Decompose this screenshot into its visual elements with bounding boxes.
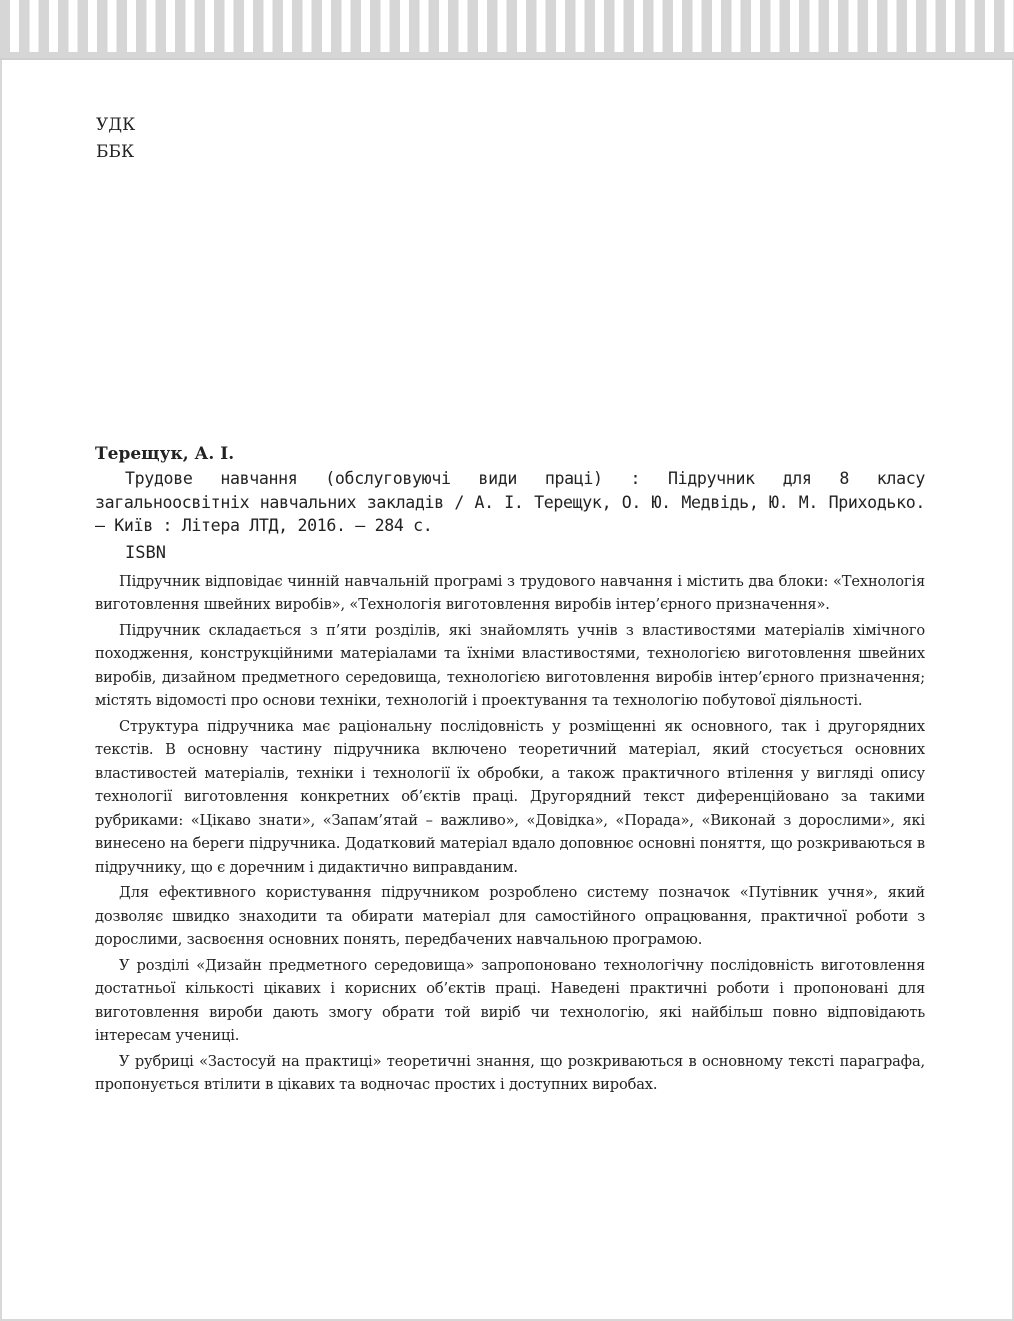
perforation-hole bbox=[946, 0, 955, 52]
perforation-hole bbox=[322, 0, 331, 52]
perforation-hole bbox=[478, 0, 487, 52]
perforation-hole bbox=[459, 0, 468, 52]
perforation-hole bbox=[1005, 0, 1014, 52]
perforation-hole bbox=[264, 0, 273, 52]
perforation-hole bbox=[147, 0, 156, 52]
annotation-paragraph: Для ефективного користування підручником розроблено систему позначок «Путівник учня», який дозволяє швидко знаходити та обирати матеріал для самостійного опрацювання, практичної роботи з дорослими, засвоєння основних понять, передбачених навчальною програмою. bbox=[95, 884, 925, 948]
perforation-hole bbox=[517, 0, 526, 52]
annotation-paragraph: У розділі «Дизайн предметного середовища» запропоновано технологічну послідовність виготовлення достатньої кількості цікавих і корисних об’єктів праці. Наведені практичні роботи і пропоновані для виготовлення вироби дають змогу обрати той виріб чи технологію, які найбільш повно відповідають інтересам учениці. bbox=[95, 956, 925, 1044]
perforation-hole bbox=[576, 0, 585, 52]
perforation-hole bbox=[673, 0, 682, 52]
annotation-paragraph: Структура підручника має раціональну послідовність у розміщенні як основного, так і другорядних текстів. В основну частину підручника включено теоретичний матеріал, який стосується основних властивостей матеріалів, техніки і технології їх обробки, а також практичного втілення у вигляді опису технології виготовлення конкретних об’єктів праці. Другорядний текст диференційовано за такими рубриками: «Цікаво знати», «Запам’ятай – важливо», «Довідка», «Порада», «Виконай з дорослими», які винесено на береги підручника. Додатковий матеріал вдало доповнює основні поняття, що розкриваються в підручнику, що є доречним і дидактично виправданим. bbox=[95, 717, 925, 876]
perforation-hole bbox=[732, 0, 741, 52]
perforation-hole bbox=[498, 0, 507, 52]
perforation-hole bbox=[381, 0, 390, 52]
annotation-paragraph: У рубриці «Застосуй на практиці» теоретичні знання, що розкриваються в основному тексті параграфа, пропонується втілити в цікавих та водночас простих і доступних виробах. bbox=[95, 1052, 925, 1093]
perforation-hole bbox=[966, 0, 975, 52]
annotation-paragraph: Підручник відповідає чинній навчальній програмі з трудового навчання і містить два блоки: «Технологія виготовлення швейних виробів», «Технологія виготовлення виробів інтер’єрного призначення». bbox=[95, 572, 925, 613]
perforation-hole bbox=[927, 0, 936, 52]
perforation-hole bbox=[810, 0, 819, 52]
perforation-hole bbox=[693, 0, 702, 52]
perforation-hole bbox=[108, 0, 117, 52]
perforation-hole bbox=[244, 0, 253, 52]
perforation-hole bbox=[342, 0, 351, 52]
udk-label: УДК bbox=[96, 115, 136, 135]
perforation-hole bbox=[829, 0, 838, 52]
perforation-hole bbox=[907, 0, 916, 52]
bbk-label: ББК bbox=[96, 142, 135, 162]
perforation-hole bbox=[88, 0, 97, 52]
perforation-hole bbox=[127, 0, 136, 52]
perforation-hole bbox=[400, 0, 409, 52]
perforation-hole bbox=[751, 0, 760, 52]
perforation-hole bbox=[166, 0, 175, 52]
perforation-hole bbox=[849, 0, 858, 52]
bibliographic-record bbox=[95, 441, 925, 1099]
perforation-hole bbox=[303, 0, 312, 52]
perforation-hole bbox=[712, 0, 721, 52]
citation-text: Трудове навчання (обслуговуючі види праці) : Підручник для 8 класу загальноосвітніх навчальних закладів / А. І. Терещук, О. Ю. Медвідь, Ю. М. Приходько. – Київ : Літера ЛТД, 2016. – 284 с. bbox=[95, 469, 925, 535]
perforation-hole bbox=[420, 0, 429, 52]
perforation-hole bbox=[186, 0, 195, 52]
perforation-hole bbox=[790, 0, 799, 52]
perforation-hole bbox=[634, 0, 643, 52]
perforation-hole bbox=[49, 0, 58, 52]
perforation-hole bbox=[30, 0, 39, 52]
perforated-top-edge bbox=[0, 0, 1014, 68]
perforation-hole bbox=[10, 0, 19, 52]
annotation-paragraph: Підручник складається з п’яти розділів, які знайомлять учнів з властивостями матеріалів хімічного походження, конструкційними матеріалами та їхніми властивостями, технологією виготовлення швейних виробів, дизайном предметного середовища, технологією виготовлення виробів інтер’єрного призначення; містять відомості про основи техніки, технологій і проектування та технологію побутової діяльності. bbox=[95, 621, 925, 709]
perforation-hole bbox=[868, 0, 877, 52]
perforation-hole bbox=[654, 0, 663, 52]
perforation-hole bbox=[595, 0, 604, 52]
isbn-label: ISBN bbox=[125, 542, 166, 563]
perforation-hole bbox=[771, 0, 780, 52]
perforation-pattern bbox=[0, 0, 1014, 68]
perforation-hole bbox=[888, 0, 897, 52]
perforation-hole bbox=[69, 0, 78, 52]
author-heading: Терещук, А. І. bbox=[95, 444, 235, 464]
perforation-hole bbox=[985, 0, 994, 52]
perforation-hole bbox=[615, 0, 624, 52]
perforation-hole bbox=[283, 0, 292, 52]
page-frame-left bbox=[0, 60, 2, 1321]
perforation-hole bbox=[537, 0, 546, 52]
perforation-hole bbox=[361, 0, 370, 52]
perforation-hole bbox=[439, 0, 448, 52]
classification-codes bbox=[96, 112, 135, 166]
perforation-hole bbox=[205, 0, 214, 52]
perforation-hole bbox=[556, 0, 565, 52]
perforation-hole bbox=[225, 0, 234, 52]
